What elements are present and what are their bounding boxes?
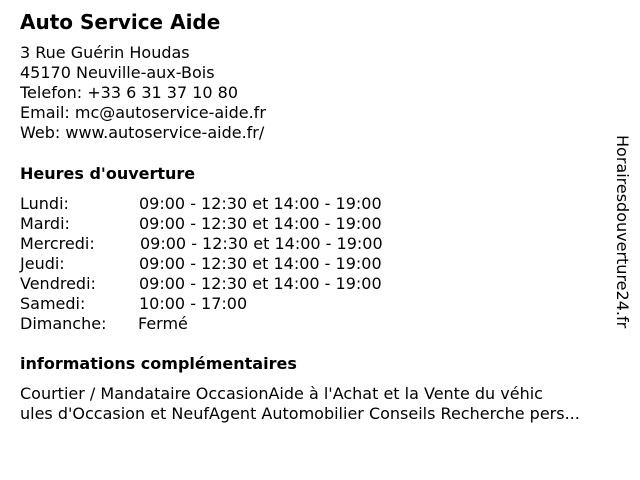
- info-description: [20, 384, 630, 424]
- business-name: Auto Service Aide: [20, 10, 221, 34]
- day-label: Dimanche:: [20, 314, 107, 333]
- info-line-2: ules d'Occasion et NeufAgent Automobilier Conseils Recherche pers...: [20, 404, 580, 423]
- day-label: Jeudi:: [20, 254, 65, 273]
- day-hours: Fermé: [138, 314, 188, 333]
- hours-heading: Heures d'ouverture: [20, 164, 196, 183]
- contact-block: [20, 43, 266, 143]
- day-hours: 09:00 - 12:30 et 14:00 - 19:00: [139, 194, 382, 213]
- site-watermark: Horairesdouverture24.fr: [613, 135, 632, 329]
- email-text: Email: mc@autoservice-aide.fr: [20, 103, 266, 122]
- address-line-1: 3 Rue Guérin Houdas: [20, 43, 190, 62]
- phone-text: Telefon: +33 6 31 37 10 80: [20, 83, 239, 102]
- day-hours: 10:00 - 17:00: [139, 294, 248, 313]
- info-heading: informations complémentaires: [20, 354, 297, 373]
- day-label: Lundi:: [20, 194, 69, 213]
- day-label: Mercredi:: [20, 234, 95, 253]
- day-hours: 09:00 - 12:30 et 14:00 - 19:00: [139, 274, 382, 293]
- day-hours: 09:00 - 12:30 et 14:00 - 19:00: [139, 214, 382, 233]
- day-hours: 09:00 - 12:30 et 14:00 - 19:00: [139, 254, 382, 273]
- address-line-2: 45170 Neuville-aux-Bois: [20, 63, 215, 82]
- day-hours: 09:00 - 12:30 et 14:00 - 19:00: [140, 234, 383, 253]
- info-line-1: Courtier / Mandataire OccasionAide à l'Achat et la Vente du véhic: [20, 384, 543, 403]
- day-label: Vendredi:: [20, 274, 96, 293]
- day-label: Samedi:: [20, 294, 86, 313]
- day-label: Mardi:: [20, 214, 70, 233]
- website-text: Web: www.autoservice-aide.fr/: [20, 123, 265, 142]
